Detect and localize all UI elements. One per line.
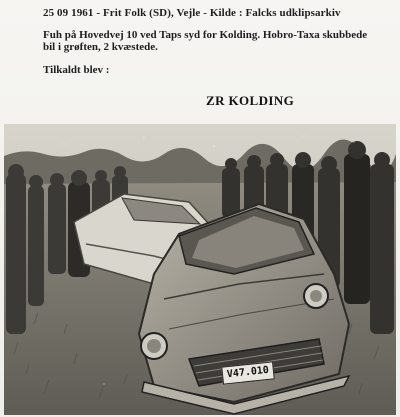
responding-unit: ZR KOLDING (206, 93, 295, 108)
license-plate: V47.010 (221, 361, 275, 384)
description-line: Fuh på Hovedvej 10 ved Taps syd for Kolding. Hobro-Taxa skubbede (43, 29, 368, 41)
accident-photo (4, 124, 396, 415)
accident-description (43, 29, 383, 53)
accident-photo-illustration (4, 124, 396, 415)
description-line: bil i grøften, 2 kvæstede. (43, 41, 158, 53)
clipping-header: 25 09 1961 - Frit Folk (SD), Vejle - Kilde : Falcks udklipsarkiv (43, 7, 341, 19)
called-label: Tilkaldt blev : (43, 64, 110, 76)
